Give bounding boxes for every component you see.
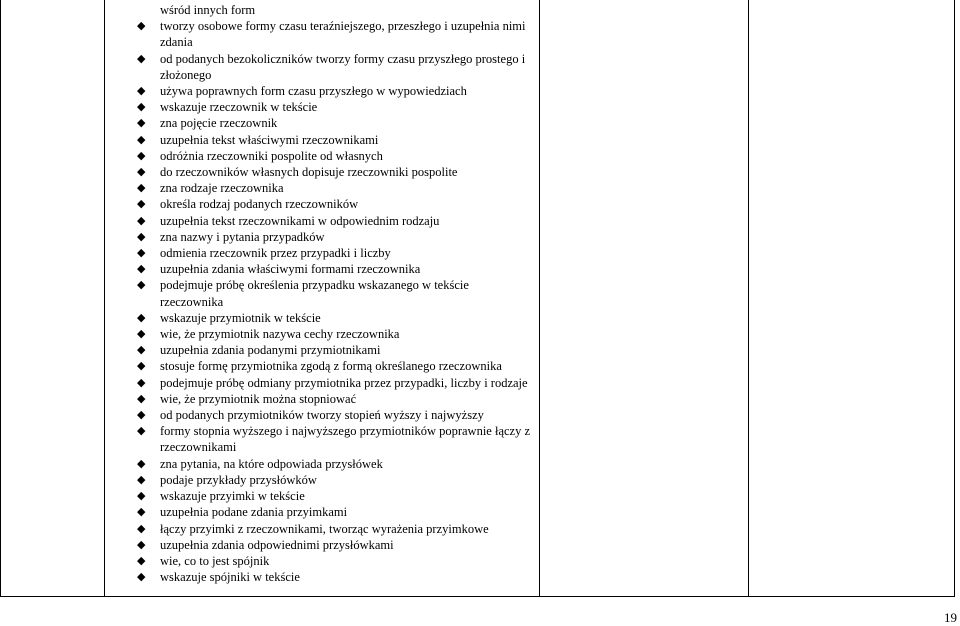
list-item bbox=[133, 358, 533, 374]
list-item bbox=[133, 456, 533, 472]
bullet-icon: ◆ bbox=[137, 409, 146, 422]
column-divider bbox=[748, 0, 749, 597]
list-item bbox=[133, 342, 533, 358]
list-item-text: zna nazwy i pytania przypadków bbox=[160, 229, 325, 244]
list-item-text: wie, co to jest spójnik bbox=[160, 553, 270, 568]
bullet-icon: ◆ bbox=[137, 85, 146, 98]
list-item bbox=[133, 391, 533, 407]
list-item bbox=[133, 407, 533, 423]
list-item-text: podejmuje próbę odmiany przymiotnika przez przypadki, liczby i rodzaje bbox=[160, 375, 528, 390]
bullet-icon: ◆ bbox=[137, 101, 146, 114]
list-item bbox=[133, 326, 533, 342]
list-item-text: łączy przyimki z rzeczownikami, tworząc wyrażenia przyimkowe bbox=[160, 521, 489, 536]
list-item bbox=[133, 148, 533, 164]
list-item bbox=[133, 99, 533, 115]
list-item bbox=[133, 521, 533, 537]
list-item bbox=[133, 277, 533, 309]
bullet-icon: ◆ bbox=[137, 473, 146, 486]
bullet-icon: ◆ bbox=[137, 247, 146, 260]
list-item-text: odróżnia rzeczowniki pospolite od własnych bbox=[160, 148, 383, 163]
list-item-text: wskazuje spójniki w tekście bbox=[160, 570, 300, 585]
bullet-icon: ◆ bbox=[137, 198, 146, 211]
list-item-text: uzupełnia podane zdania przyimkami bbox=[160, 505, 348, 520]
bullet-icon: ◆ bbox=[137, 425, 146, 438]
page-number: 19 bbox=[944, 610, 957, 625]
bullet-icon: ◆ bbox=[137, 117, 146, 130]
list-item-text: używa poprawnych form czasu przyszłego w wypowiedziach bbox=[160, 84, 467, 99]
bullet-icon: ◆ bbox=[137, 490, 146, 503]
list-item-text: od podanych bezokoliczników tworzy formy czasu przyszłego prostego i złożonego bbox=[160, 51, 526, 82]
list-item bbox=[133, 196, 533, 212]
list-item bbox=[133, 51, 533, 83]
list-item-text: uzupełnia zdania podanymi przymiotnikami bbox=[160, 343, 381, 358]
list-item-text: od podanych przymiotników tworzy stopień wyższy i najwyższy bbox=[160, 408, 484, 423]
list-item bbox=[133, 569, 533, 585]
bullet-icon: ◆ bbox=[137, 149, 146, 162]
list-item-text: wie, że przymiotnik można stopniować bbox=[160, 391, 357, 406]
list-item-text: tworzy osobowe formy czasu teraźniejszego, przeszłego i uzupełnia nimi zdania bbox=[160, 19, 526, 50]
list-item-text: podejmuje próbę określenia przypadku wskazanego w tekście rzeczownika bbox=[160, 278, 469, 309]
bullet-icon: ◆ bbox=[137, 344, 146, 357]
list-item-text: wie, że przymiotnik nazywa cechy rzeczownika bbox=[160, 327, 400, 342]
list-item-text: podaje przykłady przysłówków bbox=[160, 472, 317, 487]
bullet-icon: ◆ bbox=[137, 279, 146, 292]
list-item-text: wśród innych form bbox=[160, 3, 256, 17]
list-item-text: zna pojęcie rzeczownik bbox=[160, 116, 278, 131]
list-item-text: określa rodzaj podanych rzeczowników bbox=[160, 197, 359, 212]
list-item-text: wskazuje przyimki w tekście bbox=[160, 489, 305, 504]
column-divider bbox=[539, 0, 540, 597]
bullet-icon: ◆ bbox=[137, 166, 146, 179]
list-item-text: stosuje formę przymiotnika zgodą z formą określanego rzeczownika bbox=[160, 359, 502, 374]
list-item bbox=[133, 164, 533, 180]
list-item-text: do rzeczowników własnych dopisuje rzeczowniki pospolite bbox=[160, 165, 458, 180]
list-item bbox=[133, 213, 533, 229]
list-item bbox=[133, 375, 533, 391]
list-item bbox=[133, 2, 533, 18]
list-item bbox=[133, 132, 533, 148]
list-item-text: uzupełnia tekst rzeczownikami w odpowiednim rodzaju bbox=[160, 213, 440, 228]
bullet-icon: ◆ bbox=[137, 214, 146, 227]
list-item-text: odmienia rzeczownik przez przypadki i liczby bbox=[160, 246, 391, 261]
bullet-icon: ◆ bbox=[137, 311, 146, 324]
list-item bbox=[133, 553, 533, 569]
list-item bbox=[133, 472, 533, 488]
list-item bbox=[133, 18, 533, 50]
list-item-text: zna pytania, na które odpowiada przysłówek bbox=[160, 456, 383, 471]
list-item bbox=[133, 261, 533, 277]
list-item bbox=[133, 423, 533, 455]
bullet-icon: ◆ bbox=[137, 571, 146, 584]
bullet-icon: ◆ bbox=[137, 392, 146, 405]
column-divider bbox=[104, 0, 105, 597]
bullet-icon: ◆ bbox=[137, 554, 146, 567]
list-item bbox=[133, 245, 533, 261]
list-item bbox=[133, 180, 533, 196]
list-item-text: wskazuje rzeczownik w tekście bbox=[160, 100, 318, 115]
list-item bbox=[133, 488, 533, 504]
list-item bbox=[133, 537, 533, 553]
bullet-icon: ◆ bbox=[137, 182, 146, 195]
requirements-list bbox=[133, 2, 533, 585]
bullet-icon: ◆ bbox=[137, 20, 146, 33]
bullet-icon: ◆ bbox=[137, 263, 146, 276]
bullet-icon: ◆ bbox=[137, 328, 146, 341]
list-item-text: zna rodzaje rzeczownika bbox=[160, 181, 284, 196]
list-item bbox=[133, 504, 533, 520]
list-item-text: wskazuje przymiotnik w tekście bbox=[160, 310, 321, 325]
list-item bbox=[133, 310, 533, 326]
bullet-icon: ◆ bbox=[137, 133, 146, 146]
bullet-icon: ◆ bbox=[137, 522, 146, 535]
bullet-icon: ◆ bbox=[137, 52, 146, 65]
bullet-icon: ◆ bbox=[137, 360, 146, 373]
list-item bbox=[133, 115, 533, 131]
list-item-text: formy stopnia wyższego i najwyższego przymiotników poprawnie łączy z rzeczownikami bbox=[160, 424, 531, 455]
bullet-icon: ◆ bbox=[137, 230, 146, 243]
bullet-icon: ◆ bbox=[137, 457, 146, 470]
list-item-text: uzupełnia tekst właściwymi rzeczownikami bbox=[160, 132, 379, 147]
bullet-icon: ◆ bbox=[137, 506, 146, 519]
list-item bbox=[133, 83, 533, 99]
list-item bbox=[133, 229, 533, 245]
list-item-text: uzupełnia zdania właściwymi formami rzeczownika bbox=[160, 262, 421, 277]
bullet-icon: ◆ bbox=[137, 376, 146, 389]
list-item-text: uzupełnia zdania odpowiednimi przysłówkami bbox=[160, 537, 394, 552]
bullet-icon: ◆ bbox=[137, 538, 146, 551]
